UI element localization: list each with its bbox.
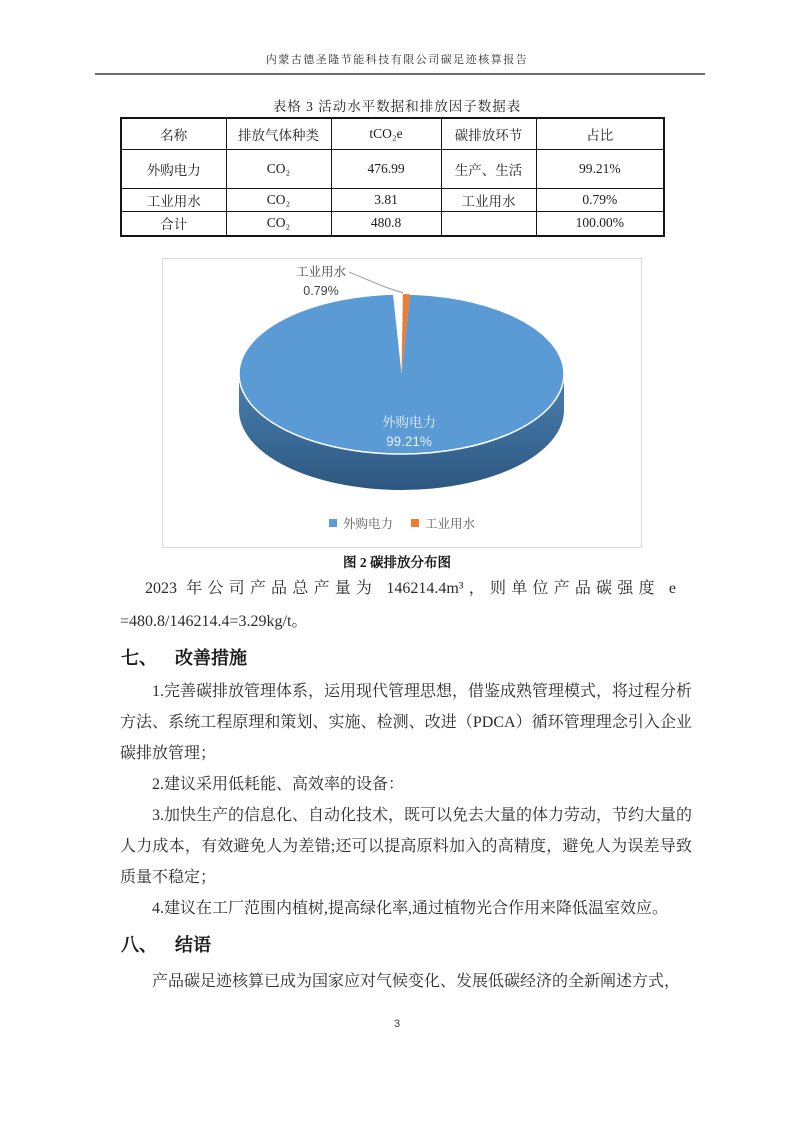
legend-label: 工业用水	[425, 517, 476, 531]
emission-pie-chart	[162, 258, 642, 548]
table-cell: 99.21%	[536, 149, 664, 188]
callout-label: 工业用水	[295, 265, 347, 279]
table-cell: 工业用水	[121, 188, 226, 211]
table-row	[121, 188, 664, 211]
section-heading-improvement	[121, 644, 247, 670]
callout-leader-line	[349, 272, 403, 293]
legend-item-water	[411, 514, 475, 532]
table-row	[121, 211, 664, 236]
section-heading-conclusion	[121, 931, 211, 957]
legend-swatch-orange-icon	[411, 519, 419, 527]
figure-caption: 图 2 碳排放分布图	[343, 555, 451, 570]
intro-line-2: =480.8/146214.4=3.29kg/t。	[120, 613, 308, 630]
paragraph: 3.加快生产的信息化、自动化技术，既可以免去大量的体力劳动，节约大量的人力成本，有效避免人为差错;还可以提高原料加入的高精度，避免人为误差导致质量不稳定；	[120, 807, 693, 886]
legend-swatch-blue-icon	[329, 519, 337, 527]
table-header-cell: 碳排放环节	[441, 118, 536, 149]
table-cell: 480.8	[331, 211, 441, 236]
table-header-cell: 名称	[121, 118, 226, 149]
chart-legend	[163, 514, 641, 532]
table-cell	[441, 211, 536, 236]
header-divider	[95, 73, 705, 75]
legend-label: 外购电力	[342, 517, 393, 531]
table-cell: 外购电力	[121, 149, 226, 188]
page-header-title: 内蒙古德圣隆节能科技有限公司碳足迹核算报告	[265, 54, 529, 66]
table-title: 表格 3 活动水平数据和排放因子数据表	[272, 99, 522, 114]
table-cell: 0.79%	[536, 188, 664, 211]
section-number: 七、	[121, 648, 157, 668]
pie-chart-svg	[163, 259, 641, 547]
section-title: 改善措施	[175, 648, 247, 668]
table-cell: 生产、生活	[441, 149, 536, 188]
section-title: 结语	[175, 935, 211, 955]
section-number: 八、	[121, 935, 157, 955]
table-cell: CO₂	[226, 211, 331, 236]
table-header-cell: 排放气体种类	[226, 118, 331, 149]
page-number: 3	[393, 1018, 401, 1030]
intro-paragraph	[120, 572, 676, 638]
slice-label: 外购电力	[382, 415, 436, 430]
slice-value: 99.21%	[386, 434, 432, 449]
conclusion-paragraph: 产品碳足迹核算已成为国家应对气候变化、发展低碳经济的全新阐述方式，	[152, 973, 681, 990]
table-cell: 3.81	[331, 188, 441, 211]
callout-value: 0.79%	[303, 284, 339, 298]
paragraph: 4.建议在工厂范围内植树,提高绿化率,通过植物光合作用来降低温室效应。	[152, 900, 669, 917]
table-cell: CO₂	[226, 188, 331, 211]
table-header-cell: 占比	[536, 118, 664, 149]
table-cell: 100.00%	[536, 211, 664, 236]
legend-item-electricity	[329, 514, 393, 532]
paragraph: 2.建议采用低耗能、高效率的设备：	[152, 776, 405, 793]
table-header-row	[121, 118, 664, 149]
table-header-cell: tCO₂e	[331, 118, 441, 149]
table-row	[121, 149, 664, 188]
table-cell: 476.99	[331, 149, 441, 188]
table-cell: 工业用水	[441, 188, 536, 211]
table-cell: 合计	[121, 211, 226, 236]
intro-line-1: 2023 年公司产品总产量为 146214.4m³，则单位产品碳强度 e	[145, 580, 676, 597]
emission-data-table	[120, 117, 665, 237]
improvement-measures-text	[120, 676, 692, 924]
table-cell: CO₂	[226, 149, 331, 188]
paragraph: 1.完善碳排放管理体系，运用现代管理思想，借鉴成熟管理模式，将过程分析方法、系统工程原理和策划、实施、检测、改进（PDCA）循环管理理念引入企业碳排放管理；	[120, 683, 693, 762]
